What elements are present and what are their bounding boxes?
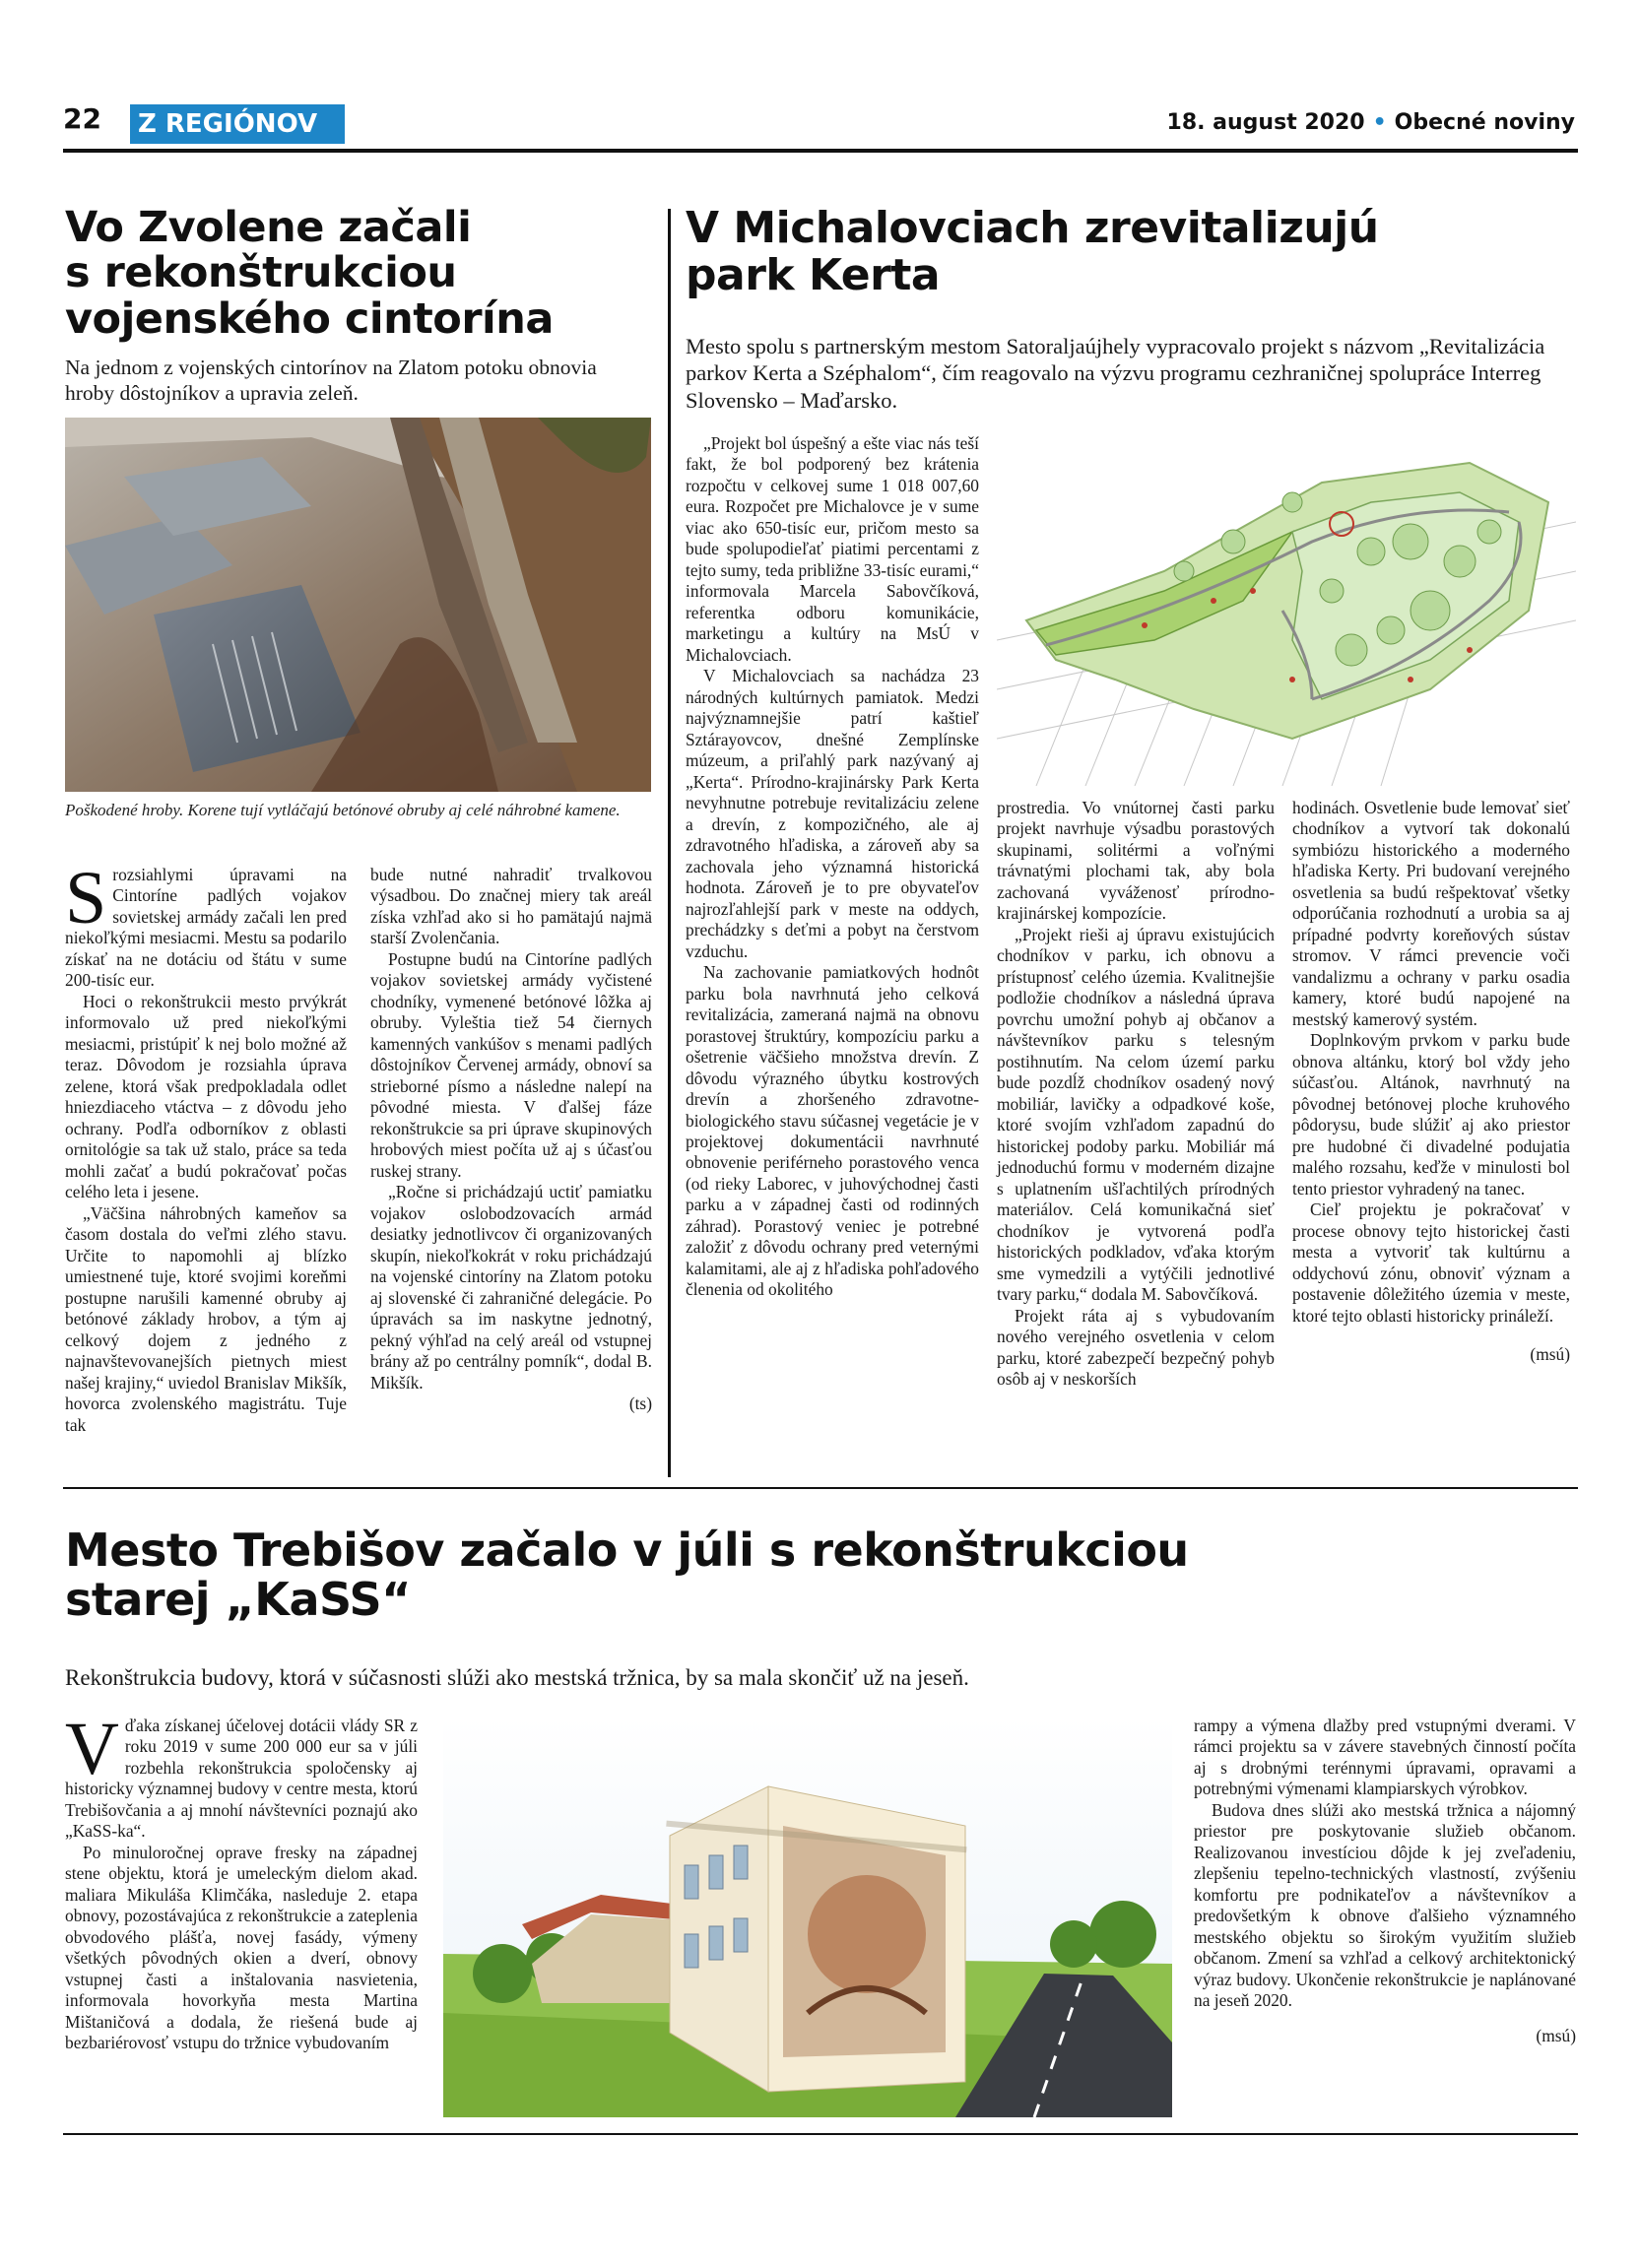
zvolen-paragraph: „Väčšina náhrobných kameňov sa časom dostala do veľmi zlého stavu. Určite to napomohli aj blízko umiestnené tuje, ktoré svojimi koreňmi postupne narušili kamenné obruby aj betónové základy hrobov, a tým aj celkový dojem z jedného z najnavštevovanejších pietnych miest našej krajiny,“ uviedol Branislav Mikšík, hovorca zvolenského magistrátu. Tuje tak <box>65 1202 347 1435</box>
michalovce-lead: Mesto spolu s partnerským mestom Satoraljaújhely vypracovalo projekt s názvom „Revitalizácia parkov Kerta a Széphalom“, čím reagovalo na výzvu programu cezhraničnej spolupráce Interreg Slovensko – Maďarsko. <box>686 334 1545 413</box>
michalovce-paragraph: Projekt ráta aj s vybudovaním nového verejného osvetlenia v celom parku, ktoré zabezpečí bezpečný pohyb osôb aj v neskorších <box>997 1305 1275 1390</box>
michalovce-title <box>686 205 1582 298</box>
trebisov-paragraph: rampy a výmena dlažby pred vstupnými dverami. V rámci projektu sa v závere stavebných činností počíta aj s drobnými terénnymi úpravami, opravami a potrebnými výmenami klampiarskych výrobkov. <box>1194 1716 1576 1799</box>
michalovce-paragraph: hodinách. Osvetlenie bude lemovať sieť chodníkov a vytvorí tak dokonalú symbiózu historického a moderného hľadiska Kerty. Pri budovaní verejného osvetlenia sa budú rešpektovať všetky odporúčania rozhodnutí a urobia sa aj prípadné podvrty koreňových sústav stromov. V rámci prevencie voči vandalizmu a ochrany v parku osadia kamery, ktoré budú napojené na mestský kamerový systém. <box>1292 798 1570 1029</box>
article-separator <box>63 1487 1578 1489</box>
zvolen-paragraph: Hoci o rekonštrukcii mesto prvýkrát informovalo už pred niekoľkými mesiacmi, pristúpiť k nej bolo možné až teraz. Dôvodom je rozsiahla úprava zelene, ktorá však predpokladala odlet hniezdiaceho vtáctva – z dôvodu jeho ochrany. Podľa odborníkov z oblasti ornitológie sa tak už stalo, práce sa teda mohli začať a budú pokračovať počas celého leta i jesene. <box>65 991 347 1202</box>
zvolen-title-line: vojenského cintorína <box>65 293 554 344</box>
trebisov-column-1 <box>65 1708 418 2054</box>
zvolen-dropcap: S <box>65 857 107 940</box>
michalovce-signature: (msú) <box>1530 1344 1570 1365</box>
michalovce-paragraph: prostredia. Vo vnútornej časti parku projekt navrhuje výsadbu porastových skupinami, solitérmi a voľnými trávnatými plochami tak, aby bola zachovaná vyváženosť prírodno-krajinárskej kompozície. <box>997 798 1275 924</box>
trebisov-paragraph: Budova dnes slúži ako mestská tržnica a nájomný priestor pre poskytovanie služieb občanom. Realizovanou investíciou dôjde k jej zveľadeniu, zlepšeniu tepelno-technických vlastností, zvýšeniu komfortu pre podnikateľov a návštevníkov a predovšetkým k obnove ďalšieho významného mestského objektu so širokým využitím služieb občanom. Zmení sa vzhľad a celkový architektonický výraz budovy. Ukončenie rekonštrukcie je naplánované na jeseň 2020. <box>1194 1799 1576 2011</box>
zvolen-paragraph: Postupne budú na Cintoríne padlých vojakov sovietskej armády vyčistené chodníky, vymenené betónové lôžka aj obruby. Vyleštia tiež 54 čiernych kamenných vankúšov s menami padlých dôstojníkov Červenej armády, obnoví sa strieborné písmo a následne nalepí na pôvodné miesta. V ďalšej fáze rekonštrukcie sa pri úprave skupinových hrobových miest počíta už aj s účasťou ruskej strany. <box>370 948 652 1181</box>
trebisov-lead: Rekonštrukcia budovy, ktorá v súčasnosti slúži ako mestská tržnica, by sa mala skončiť už na jeseň. <box>65 1665 969 1690</box>
michalovce-column-3 <box>1292 798 1570 1366</box>
trebisov-signature: (msú) <box>1536 2025 1576 2045</box>
trebisov-column-2 <box>1194 1716 1576 2046</box>
zvolen-title-line: Vo Zvolene začali <box>65 203 472 252</box>
michalovce-paragraph: Doplnkovým prvkom v parku bude obnova altánku, ktorý bol vždy jeho súčasťou. Altánok, navrhnutý na pôvodnej betónovej ploche kruhového pôdorysu, bude slúžiť aj ako priestor pre hudobné či divadelné podujatia malého rozsahu, keďže v minulosti bol tento priestor vyhradený na tanec. <box>1292 1030 1570 1199</box>
michalovce-paragraph: Cieľ projektu je pokračovať v procese obnovy tejto historickej časti mesta a vytvoriť tak kultúrnu a oddychovú zónu, obnoviť význam a postavenie dôležitého územia v meste, ktoré tejto oblasti historicky prináleží. <box>1292 1199 1570 1326</box>
michalovce-paragraph: Na zachovanie pamiatkových hodnôt parku bola navrhnutá jeho celková revitalizácia, zameraná najmä na obnovu porastovej štruktúry, kompozíciu parku a ošetrenie väčšieho množstva drevín. Z dôvodu výrazného úbytku kostrových drevín a zhoršeného zdravotne-biologického stavu súčasnej vegetácie je v projektovej dokumentácii navrhnuté obnovenie periférneho porastového venca (od rieky Laborec, v juhovýchodnej časti parku a v západnej časti od rodinných záhrad). Porastový veniec je potrebné založiť z dôvodu ochrany pred veternými kalamitami, ale aj z hľadiska pohľadového členenia od okolitého <box>686 962 979 1300</box>
michalovce-column-2 <box>997 798 1275 1391</box>
zvolen-paragraph: „Ročne si prichádzajú uctiť pamiatku vojakov oslobodzovacích armád desiatky jednotlivcov či organizovaných skupín, niekoľkokrát v roku prichádzajú na vojenské cintoríny na Zlatom potoku aj slovenské či zahraničné delegácie. Po úpravách sa im naskytne jednotný, pekný výhľad na celý areál od vstupnej brány až po centrálny pomník“, dodal B. Mikšík. <box>370 1182 652 1393</box>
trebisov-title <box>65 1523 1582 1626</box>
zvolen-signature: (ts) <box>628 1393 652 1414</box>
masthead-right <box>1167 110 1575 135</box>
zvolen-paragraph: bude nutné nahradiť trvalkovou výsadbou. Do značnej miery tak areál získa vzhľad ako si ho pamätajú najmä starší Zvolenčania. <box>370 865 652 948</box>
trebisov-title-line: starej „KaSS“ <box>65 1572 411 1626</box>
publication-name: Obecné noviny <box>1394 110 1575 135</box>
trebisov-paragraph: Po minuloročnej oprave fresky na západnej stene objektu, ktorá je umeleckým dielom akad. maliara Mikuláša Klimčáka, nasleduje 2. etapa obnovy, pozostávajúca z rekonštrukcie a zateplenia obvodového plášťa, novej fasády, výmeny všetkých pôvodných okien a dverí, obnovy vstupnej časti a inštalovania nasvietenia, informovala hovorkyňa mesta Martina Mištaničová a dodala, že riešená bude aj bezbariérovosť vstupu do tržnice vybudovaním <box>65 1842 418 2053</box>
michalovce-paragraph: „Projekt rieši aj úpravu existujúcich chodníkov v parku, ich obnovu a prístupnosť celého územia. Kvalitnejšie podložie chodníkov a následná úprava povrchu umožní pohyb aj občanov a návštevníkov parku s telesným postihnutím. Na celom území parku bude pozdĺž chodníkov osadený nový mobiliár, lavičky a odpadkové koše, ktoré svojím vzhľadom zapadnú do historickej podoby parku. Mobiliár má jednoduchú formu v moderném dizajne s uplatnením ušľachtilých prírodných materiálov. Celá komunikačná sieť chodníkov je vytvorená podľa historických podkladov, vďaka ktorým sme vymedzili a vytýčili jednotlivé tvary parku,“ dodala M. Sabovčíková. <box>997 924 1275 1305</box>
trebisov-dropcap: V <box>65 1708 119 1790</box>
zvolen-paragraph: rozsiahlymi úpravami na Cintoríne padlých vojakov sovietskej armády začali len pred niekoľkými mesiacmi. Mestu sa podarilo získať na ne dotáciu od štátu v sume 200-tisíc eur. <box>65 865 347 991</box>
michalovce-title-line: V Michalovciach zrevitalizujú <box>686 203 1379 253</box>
footer-rule <box>63 2133 1578 2135</box>
page-number: 22 <box>63 102 101 135</box>
header-rule <box>63 149 1578 153</box>
trebisov-paragraph: ďaka získanej účelovej dotácii vlády SR z roku 2019 v sume 200 000 eur sa v júli rozbehla rekonštrukcia spoločensky aj historicky významnej budovy v centre mesta, ktorú Trebišovčania a aj mnohí návštevníci poznajú ako „KaSS-ka“. <box>65 1716 418 1842</box>
column-divider <box>668 209 671 1477</box>
trebisov-title-line: Mesto Trebišov začalo v júli s rekonštrukciou <box>65 1523 1189 1577</box>
michalovce-paragraph: „Projekt bol úspešný a ešte viac nás teší fakt, že bol podporený bez krátenia rozpočtu v celkovej sume 1 018 007,60 eura. Rozpočet pre Michalovce je v sume viac ako 650-tisíc eur, pričom mesto sa bude spolupodieľať piatimi percentami z tejto sumy, teda približne 33-tisíc eurami,“ informovala Marcela Sabovčíková, referentka odboru komunikácie, marketingu a kultúry na MsÚ v Michalovciach. <box>686 433 979 665</box>
michalovce-paragraph: V Michalovciach sa nachádza 23 národných kultúrnych pamiatok. Medzi najvýznamnejšie patrí kaštieľ Sztárayovcov, dnešné Zemplínske múzeum, a priľahlý park nazývaný aj „Kerta“. Prírodno-krajinársky Park Kerta nevyhnutne potrebuje revitalizáciu zelene a drevín, z kompozičného, ale aj zdravotného hľadiska, a zároveň aby sa zachovala jeho významná historická hodnota. Zároveň je to pre obyvateľov najrozľahlejší park v meste na oddych, prechádzky s deťmi a pobyt na čerstvom vzduchu. <box>686 666 979 961</box>
zvolen-title <box>65 205 656 342</box>
zvolen-title-line: s rekonštrukciou <box>65 248 457 298</box>
zvolen-column-1 <box>65 857 347 1436</box>
michalovce-title-line: park Kerta <box>686 249 941 300</box>
zvolen-lead: Na jednom z vojenských cintorínov na Zlatom potoku obnovia hroby dôstojníkov a upravia zeleň. <box>65 356 597 406</box>
cemetery-photo-caption: Poškodené hroby. Korene tují vytláčajú betónové obruby aj celé náhrobné kamene. <box>65 801 621 819</box>
separator-dot: • <box>1372 110 1387 135</box>
park-kerta-plan <box>997 443 1576 786</box>
section-tag: Z REGIÓNOV <box>130 104 345 144</box>
michalovce-column-1 <box>686 433 979 1301</box>
issue-date: 18. august 2020 <box>1166 110 1365 135</box>
building-visualization <box>443 1717 1172 2117</box>
zvolen-column-2 <box>370 865 652 1415</box>
cemetery-photo <box>65 418 651 792</box>
